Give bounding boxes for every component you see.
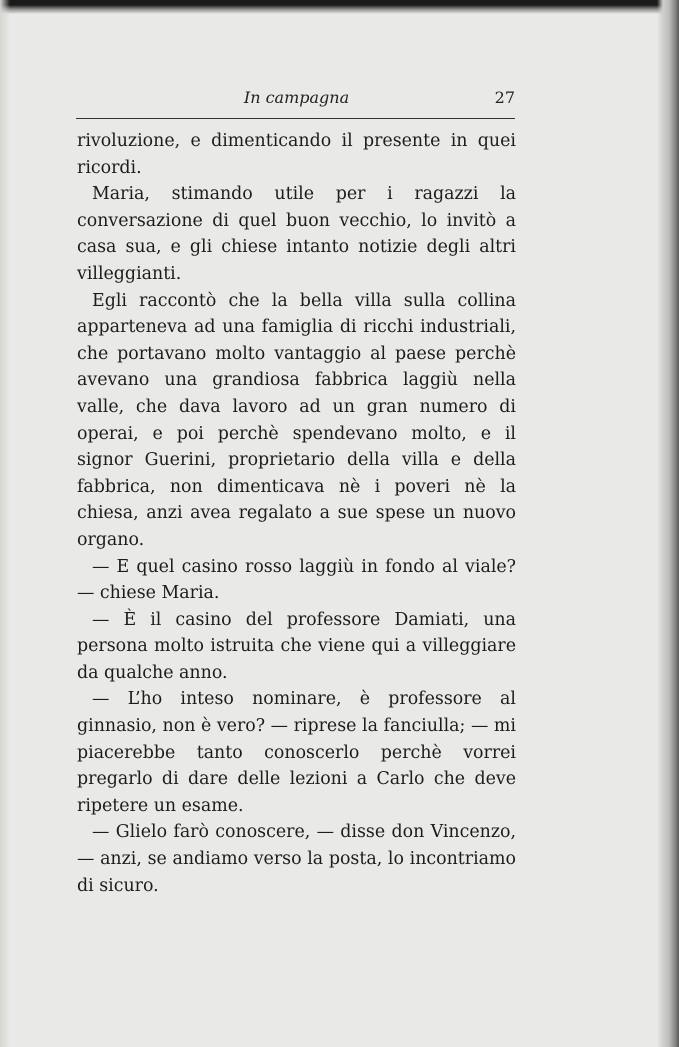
paragraph: rivoluzione, e dimenticando il presente in quei ricordi.	[77, 131, 516, 178]
paragraph: Maria, stimando utile per i ragazzi la conversazione di quel buon vecchio, lo invitò a casa sua, e gli chiese intanto notizie degli altri villeggianti.	[77, 184, 516, 284]
paragraph: — E quel casino rosso laggiù in fondo al viale? — chiese Maria.	[77, 556, 516, 604]
page-number: 27	[494, 88, 515, 107]
body-text	[77, 128, 516, 899]
running-title: In campagna	[243, 88, 350, 107]
running-header	[78, 86, 515, 108]
scan-left-edge	[0, 0, 10, 1047]
scan-top-shadow	[0, 0, 679, 14]
paragraph: Egli raccontò che la bella villa sulla collina apparteneva ad una famiglia di ricchi industriali, che portavano molto vantaggio al paese perchè avevano una grandiosa fabbrica laggiù nella valle, che dava lavoro ad un gran numero di operai, e poi perchè spendevano molto, e il signor Guerini, proprietario della villa e della fabbrica, non dimenticava nè i poveri nè la chiesa, anzi avea regalato a sue spese un nuovo organo.	[77, 290, 516, 550]
paragraph: — È il casino del professore Damiati, una persona molto istruita che viene qui a villeggiare da qualche anno.	[77, 609, 516, 683]
scan-right-edge	[657, 0, 679, 1047]
header-rule	[76, 118, 515, 119]
paragraph: — Glielo farò conoscere, — disse don Vincenzo, — anzi, se andiamo verso la posta, lo incontriamo di sicuro.	[77, 822, 516, 896]
paragraph: — L’ho inteso nominare, è professore al ginnasio, non è vero? — riprese la fanciulla; — mi piacerebbe tanto conoscerlo perchè vorrei pregarlo di dare delle lezioni a Carlo che deve ripetere un esame.	[77, 689, 516, 816]
